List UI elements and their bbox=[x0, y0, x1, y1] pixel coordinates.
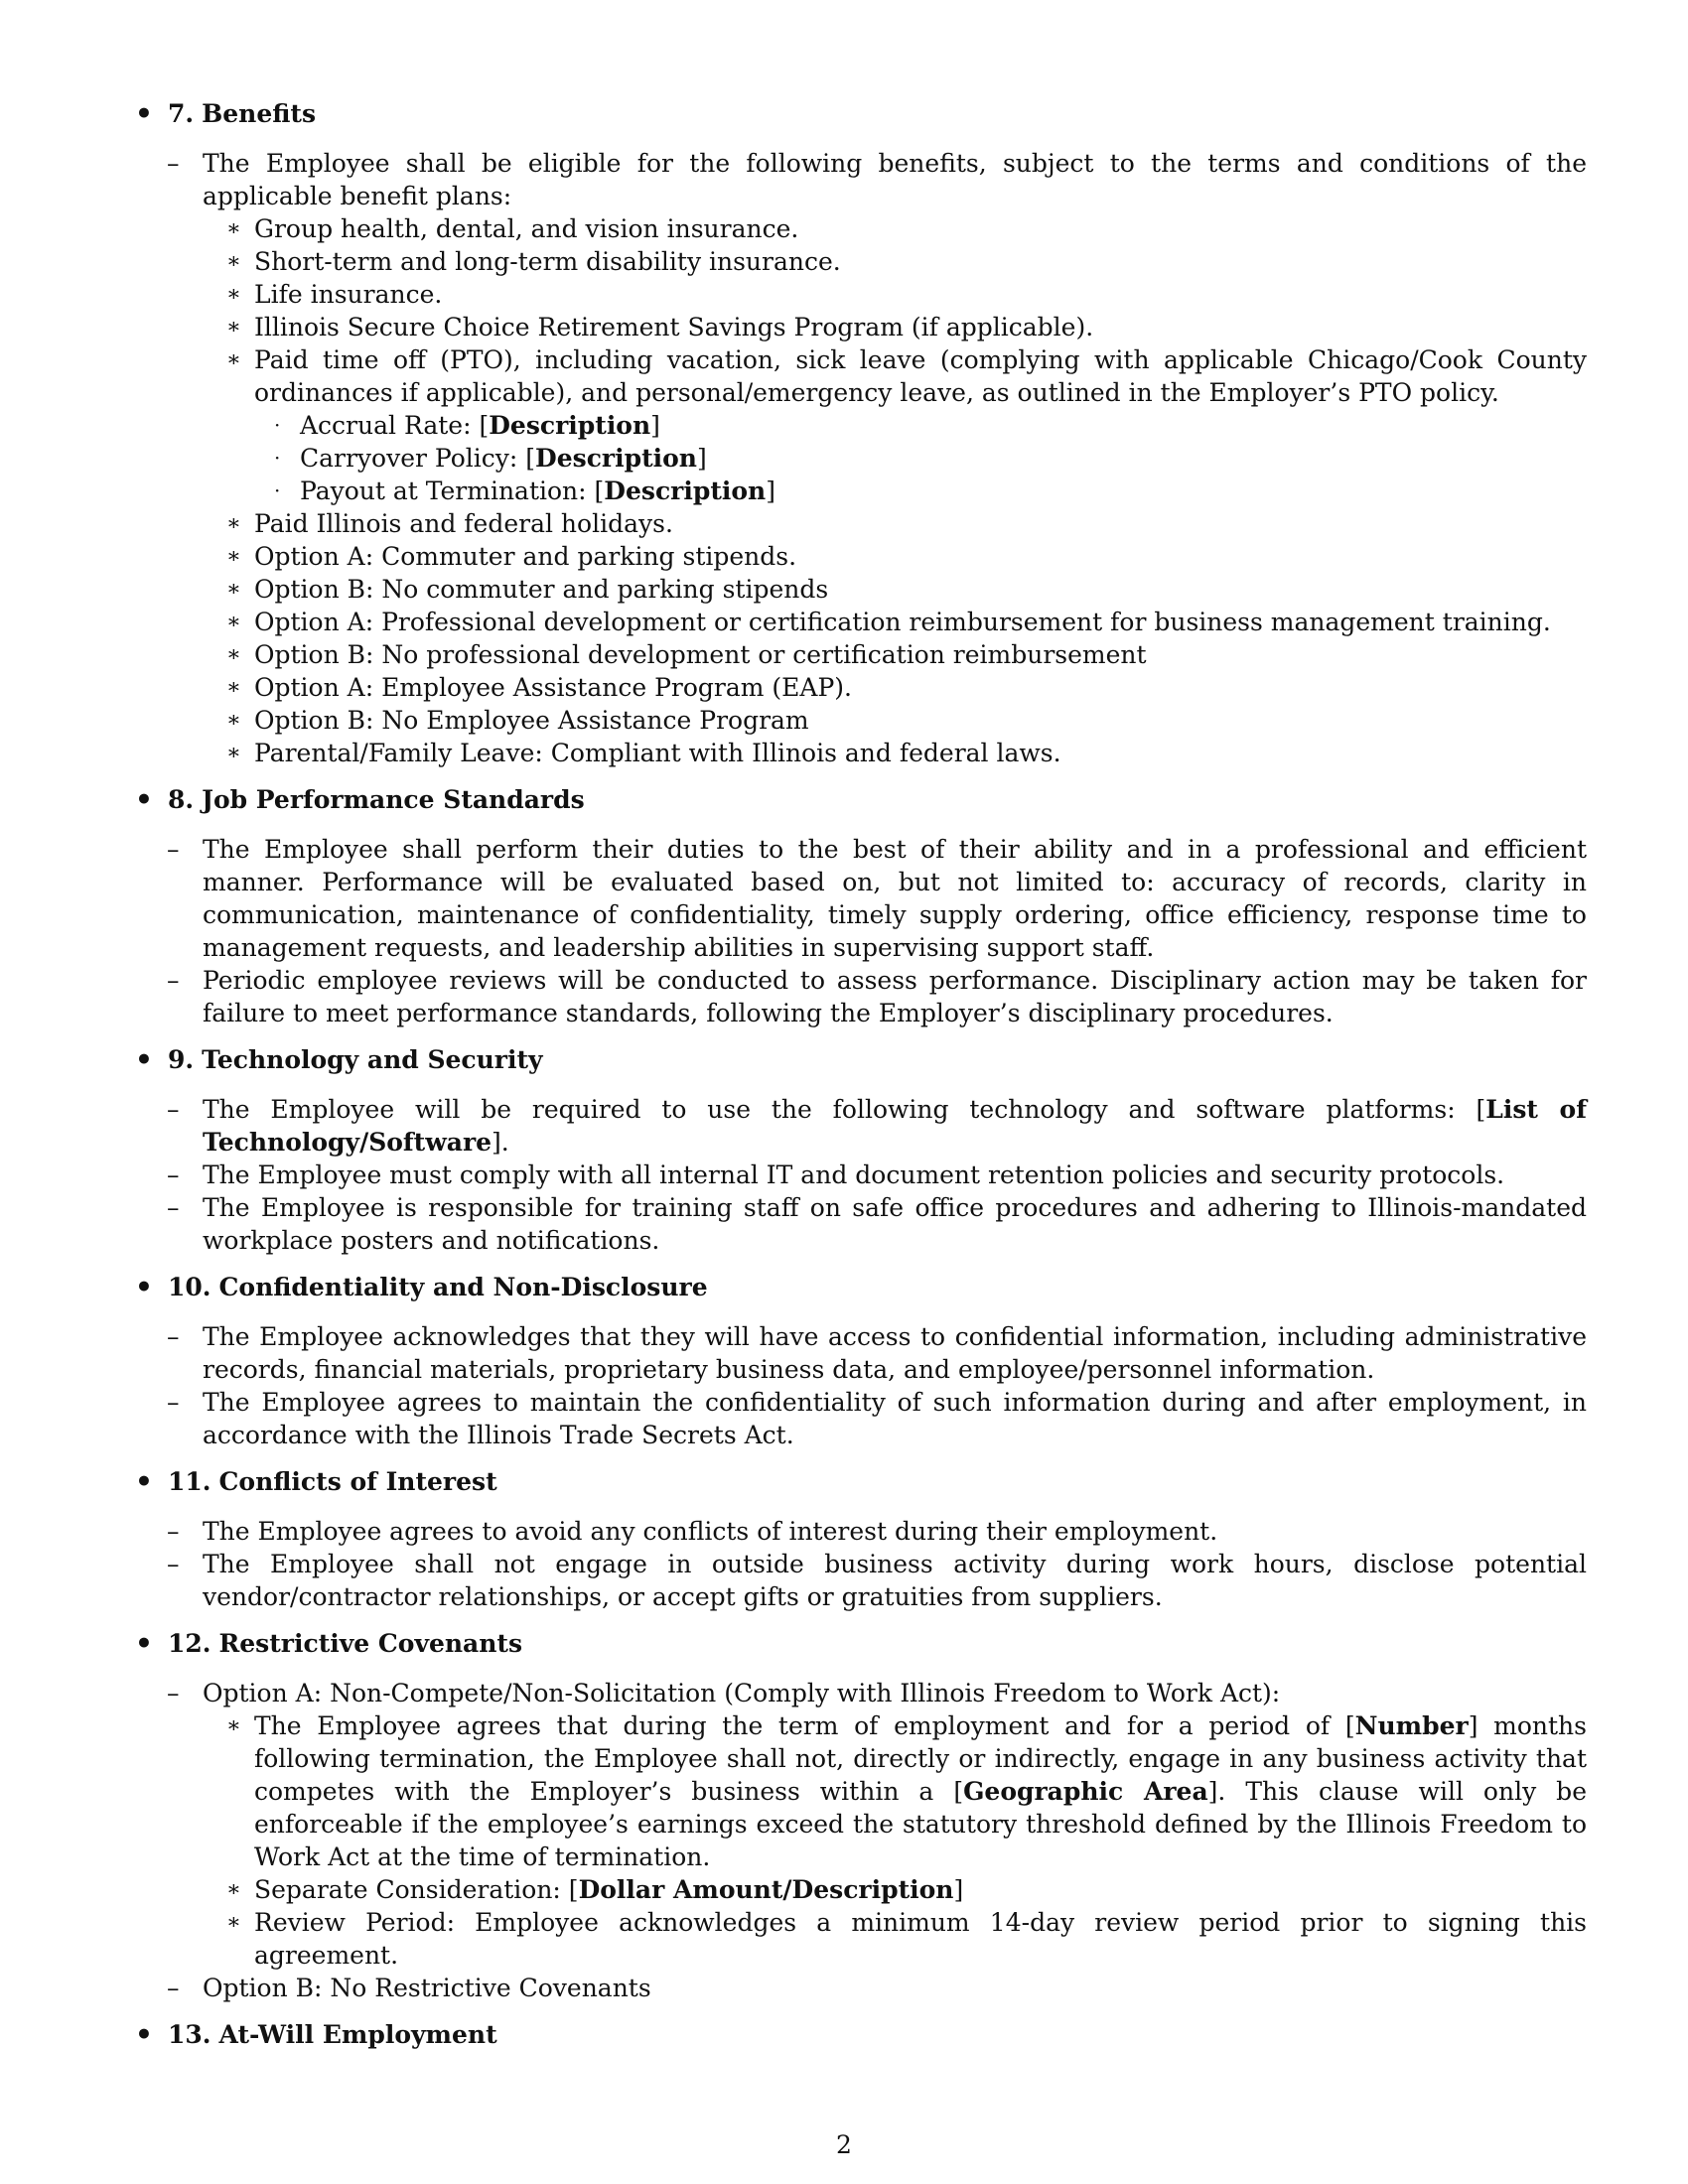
section-title: Benefits bbox=[202, 99, 317, 128]
asterisk-bullet: ∗ bbox=[226, 1877, 241, 1902]
clause-text: The Employee shall perform their duties to the best of their ability and in a professional and efficient manner. Performance will be evaluated based on, but not limited to: accuracy of records, clarity in communication, maintenance of confidentiality, timely supply ordering, office efficiency, response time to management requests, and leadership abilities in supervising support staff. bbox=[203, 835, 1587, 962]
dash-bullet: – bbox=[167, 1322, 180, 1351]
clause-item bbox=[131, 1191, 1587, 1257]
section-heading bbox=[168, 97, 1587, 131]
clause-item bbox=[131, 1159, 1587, 1191]
dash-bullet: – bbox=[167, 149, 180, 178]
placeholder-field: Description bbox=[489, 411, 651, 440]
sub-clause-item bbox=[203, 606, 1587, 638]
detail-text: Payout at Termination: [Description] bbox=[300, 477, 775, 505]
asterisk-bullet: ∗ bbox=[226, 282, 241, 307]
clause-text: The Employee is responsible for training staff on safe office procedures and adhering to Illinois-mandated workplace posters and notifications. bbox=[203, 1193, 1587, 1255]
section bbox=[131, 1271, 1587, 1451]
dash-bullet: – bbox=[167, 1974, 180, 2002]
clause-text: Option B: No Restrictive Covenants bbox=[203, 1974, 651, 2002]
detail-item bbox=[203, 475, 1587, 507]
sub-clause-item bbox=[203, 1906, 1587, 1972]
sub-clause-item bbox=[203, 245, 1587, 278]
sub-clause-item bbox=[203, 638, 1587, 671]
sub-clause-item bbox=[203, 311, 1587, 343]
sub-clause-text: Short-term and long-term disability insurance. bbox=[254, 247, 841, 276]
sub-clause-item bbox=[203, 212, 1587, 245]
asterisk-bullet: ∗ bbox=[226, 741, 241, 765]
section-bullet: • bbox=[135, 2018, 153, 2051]
sub-clause-text: Option A: Professional development or certification reimbursement for business management training. bbox=[254, 608, 1551, 636]
section-number: 12. bbox=[168, 1629, 211, 1658]
section-heading bbox=[168, 2018, 1587, 2052]
section-number: 13. bbox=[168, 2020, 211, 2049]
clause-item bbox=[131, 147, 1587, 212]
asterisk-bullet: ∗ bbox=[226, 675, 241, 700]
sub-clause-item bbox=[203, 573, 1587, 606]
section-heading bbox=[168, 1465, 1587, 1499]
section-number: 7. bbox=[168, 99, 195, 128]
asterisk-bullet: ∗ bbox=[226, 544, 241, 569]
detail-text: Accrual Rate: [Description] bbox=[300, 411, 660, 440]
clause-text: The Employee agrees to avoid any conflicts of interest during their employment. bbox=[203, 1517, 1218, 1546]
sub-clause-item bbox=[203, 671, 1587, 704]
sub-clause-text: Parental/Family Leave: Compliant with Illinois and federal laws. bbox=[254, 739, 1061, 767]
asterisk-bullet: ∗ bbox=[226, 610, 241, 634]
sub-clause-item bbox=[203, 540, 1587, 573]
asterisk-bullet: ∗ bbox=[226, 577, 241, 602]
section-title: At-Will Employment bbox=[218, 2020, 497, 2049]
sub-clause-item bbox=[203, 343, 1587, 409]
dot-bullet: · bbox=[274, 413, 281, 437]
dash-bullet: – bbox=[167, 835, 180, 864]
sub-clause-text: Option B: No commuter and parking stipends bbox=[254, 575, 829, 604]
sub-clause-text: Paid time off (PTO), including vacation, sick leave (complying with applicable Chicago/Cook County ordinances if applicable), and personal/emergency leave, as outlined in the Employer’s PTO policy. bbox=[254, 345, 1587, 407]
dash-bullet: – bbox=[167, 1550, 180, 1578]
clause-item bbox=[131, 1515, 1587, 1548]
sub-clause-item bbox=[203, 278, 1587, 311]
document-body bbox=[131, 97, 1587, 2068]
section-number: 10. bbox=[168, 1273, 211, 1301]
sub-clause-item bbox=[203, 1709, 1587, 1873]
dot-bullet: · bbox=[274, 446, 281, 470]
section-bullet: • bbox=[135, 783, 153, 816]
dash-bullet: – bbox=[167, 966, 180, 995]
placeholder-field: Description bbox=[535, 444, 697, 473]
section-title: Conflicts of Interest bbox=[218, 1467, 497, 1496]
detail-text: Carryover Policy: [Description] bbox=[300, 444, 707, 473]
placeholder-field: Geographic Area bbox=[963, 1777, 1208, 1806]
section bbox=[131, 2018, 1587, 2052]
detail-item bbox=[203, 409, 1587, 442]
sub-clause-item bbox=[203, 1873, 1587, 1906]
sub-clause-item bbox=[203, 737, 1587, 769]
clause-item bbox=[131, 1320, 1587, 1386]
section-bullet: • bbox=[135, 1043, 153, 1076]
asterisk-bullet: ∗ bbox=[226, 315, 241, 340]
clause-item bbox=[131, 1972, 1587, 2004]
section-bullet: • bbox=[135, 97, 153, 130]
asterisk-bullet: ∗ bbox=[226, 216, 241, 241]
section-number: 9. bbox=[168, 1045, 195, 1074]
section-bullet: • bbox=[135, 1627, 153, 1660]
sub-clause-text: Paid Illinois and federal holidays. bbox=[254, 509, 673, 538]
section bbox=[131, 1627, 1587, 2004]
clause-item bbox=[131, 1677, 1587, 1709]
clause-text: Option A: Non-Compete/Non-Solicitation (Comply with Illinois Freedom to Work Act): bbox=[203, 1679, 1281, 1707]
section-number: 8. bbox=[168, 785, 195, 814]
section-bullet: • bbox=[135, 1465, 153, 1498]
clause-item bbox=[131, 1093, 1587, 1159]
clause-text: Periodic employee reviews will be conducted to assess performance. Disciplinary action may be taken for failure to meet performance standards, following the Employer’s disciplinary procedures. bbox=[203, 966, 1587, 1027]
dash-bullet: – bbox=[167, 1679, 180, 1707]
placeholder-field: Dollar Amount/Description bbox=[578, 1875, 954, 1904]
asterisk-bullet: ∗ bbox=[226, 708, 241, 733]
placeholder-field: Description bbox=[604, 477, 767, 505]
sub-clause-text: Separate Consideration: [Dollar Amount/Description] bbox=[254, 1875, 964, 1904]
sub-clause-text: Option A: Employee Assistance Program (EAP). bbox=[254, 673, 852, 702]
section bbox=[131, 783, 1587, 1029]
section bbox=[131, 1465, 1587, 1613]
sub-clause-item bbox=[203, 507, 1587, 540]
section-number: 11. bbox=[168, 1467, 211, 1496]
dash-bullet: – bbox=[167, 1095, 180, 1124]
sub-clause-text: Review Period: Employee acknowledges a minimum 14-day review period prior to signing this agreement. bbox=[254, 1908, 1587, 1970]
clause-text: The Employee shall not engage in outside business activity during work hours, disclose potential vendor/contractor relationships, or accept gifts or gratuities from suppliers. bbox=[203, 1550, 1587, 1611]
sub-clause-text: The Employee agrees that during the term of employment and for a period of [Number] months following termination, the Employee shall not, directly or indirectly, engage in any business activity that competes with the Employer’s business within a [Geographic Area]. This clause will only be enforceable if the employee’s earnings exceed the statutory threshold defined by the Illinois Freedom to Work Act at the time of termination. bbox=[254, 1711, 1587, 1871]
dash-bullet: – bbox=[167, 1517, 180, 1546]
section-heading bbox=[168, 1043, 1587, 1077]
clause-text: The Employee shall be eligible for the following benefits, subject to the terms and conditions of the applicable benefit plans: bbox=[203, 149, 1587, 210]
placeholder-field: List of Technology/Software bbox=[203, 1095, 1587, 1157]
dot-bullet: · bbox=[274, 478, 281, 502]
sub-clause-text: Option A: Commuter and parking stipends. bbox=[254, 542, 797, 571]
section bbox=[131, 1043, 1587, 1257]
section-title: Restrictive Covenants bbox=[218, 1629, 523, 1658]
detail-item bbox=[203, 442, 1587, 475]
clause-item bbox=[131, 1386, 1587, 1451]
asterisk-bullet: ∗ bbox=[226, 642, 241, 667]
dash-bullet: – bbox=[167, 1388, 180, 1417]
dash-bullet: – bbox=[167, 1193, 180, 1222]
section bbox=[131, 97, 1587, 769]
sub-clause-text: Option B: No professional development or certification reimbursement bbox=[254, 640, 1147, 669]
section-title: Confidentiality and Non-Disclosure bbox=[218, 1273, 708, 1301]
sub-clause-text: Illinois Secure Choice Retirement Savings Program (if applicable). bbox=[254, 313, 1094, 341]
section-heading bbox=[168, 1627, 1587, 1661]
sub-clause-item bbox=[203, 704, 1587, 737]
clause-text: The Employee agrees to maintain the confidentiality of such information during and after employment, in accordance with the Illinois Trade Secrets Act. bbox=[203, 1388, 1587, 1449]
section-heading bbox=[168, 1271, 1587, 1304]
clause-text: The Employee will be required to use the following technology and software platforms: [List of Technology/Software]. bbox=[203, 1095, 1587, 1157]
dash-bullet: – bbox=[167, 1160, 180, 1189]
clause-item bbox=[131, 833, 1587, 964]
sub-clause-text: Option B: No Employee Assistance Program bbox=[254, 706, 809, 735]
asterisk-bullet: ∗ bbox=[226, 1910, 241, 1935]
placeholder-field: Number bbox=[1354, 1711, 1469, 1740]
section-heading bbox=[168, 783, 1587, 817]
clause-text: The Employee acknowledges that they will have access to confidential information, including administrative records, financial materials, proprietary business data, and employee/personnel information. bbox=[203, 1322, 1587, 1384]
section-bullet: • bbox=[135, 1271, 153, 1303]
asterisk-bullet: ∗ bbox=[226, 347, 241, 372]
asterisk-bullet: ∗ bbox=[226, 511, 241, 536]
asterisk-bullet: ∗ bbox=[226, 249, 241, 274]
section-title: Job Performance Standards bbox=[202, 785, 585, 814]
sub-clause-text: Life insurance. bbox=[254, 280, 443, 309]
asterisk-bullet: ∗ bbox=[226, 1713, 241, 1738]
clause-item bbox=[131, 1548, 1587, 1613]
clause-text: The Employee must comply with all internal IT and document retention policies and security protocols. bbox=[203, 1160, 1505, 1189]
section-title: Technology and Security bbox=[202, 1045, 543, 1074]
page-number: 2 bbox=[836, 2130, 852, 2159]
clause-item bbox=[131, 964, 1587, 1029]
sub-clause-text: Group health, dental, and vision insurance. bbox=[254, 214, 799, 243]
